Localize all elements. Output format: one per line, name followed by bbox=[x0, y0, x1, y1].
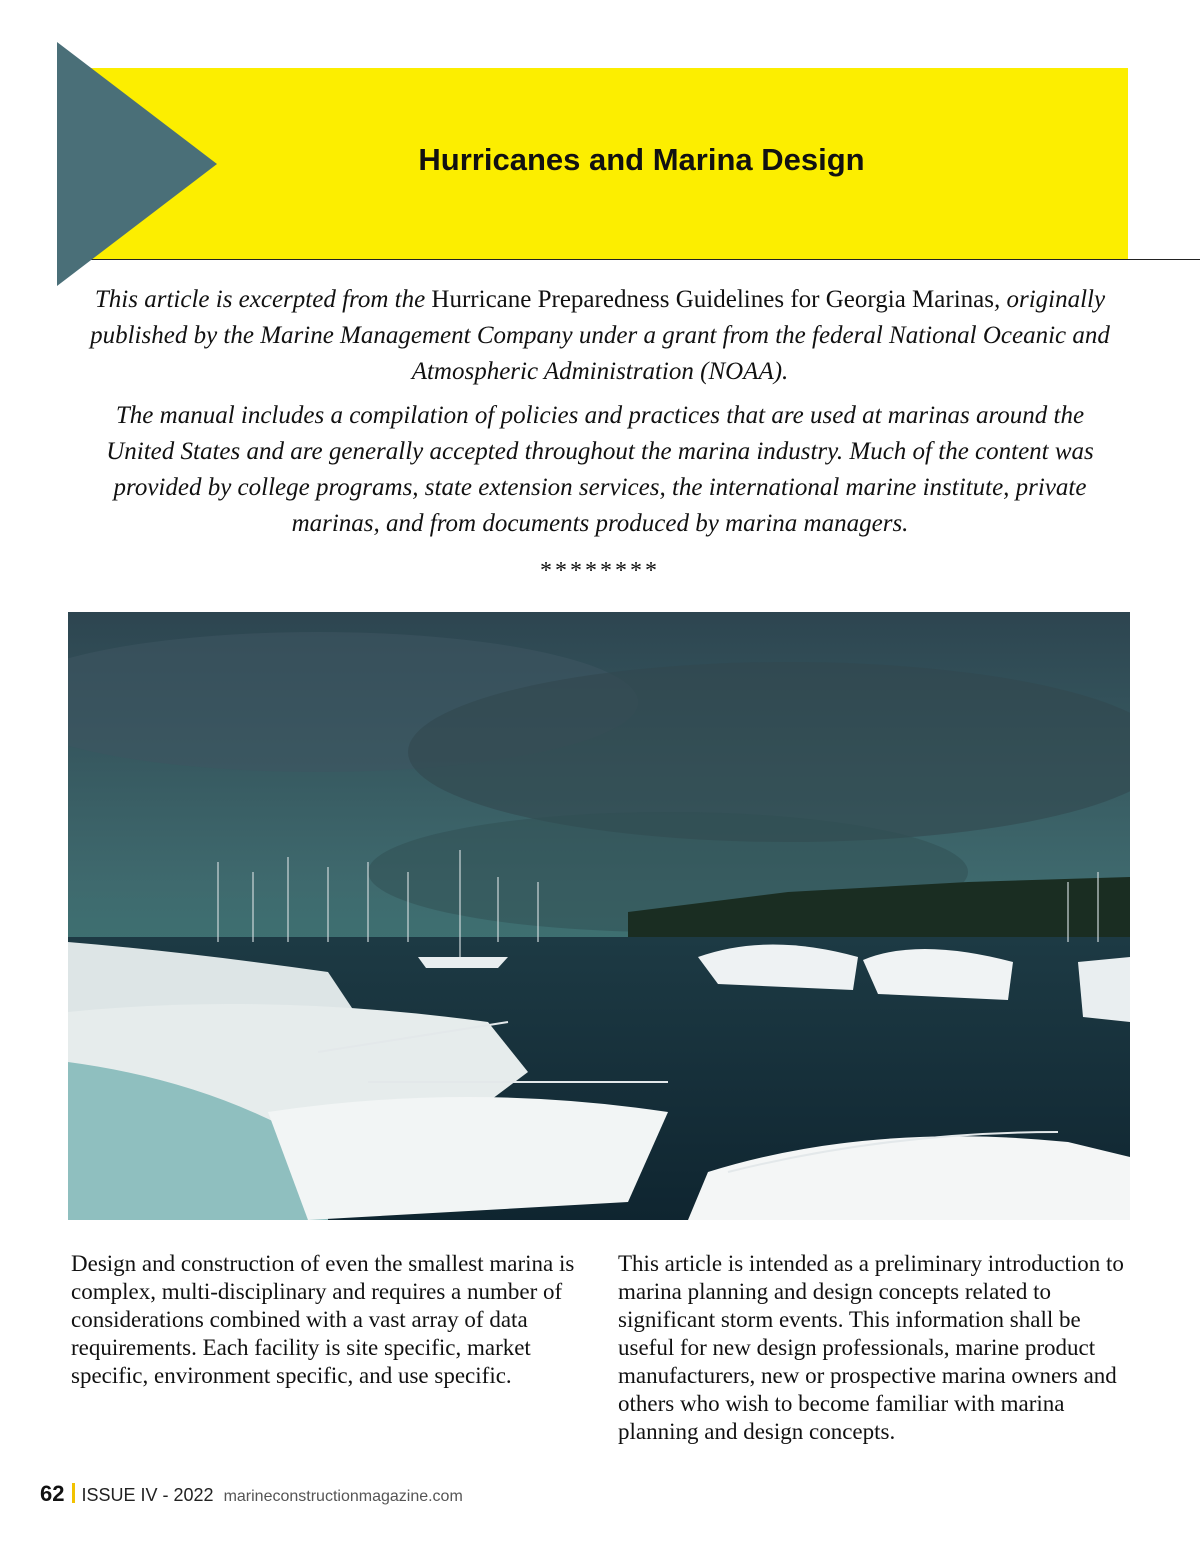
marina-storm-photo bbox=[68, 612, 1130, 1220]
section-separator: ******** bbox=[540, 558, 660, 584]
page-number: 62 bbox=[40, 1481, 65, 1506]
article-title: Hurricanes and Marina Design bbox=[418, 142, 865, 177]
intro-paragraph-1 bbox=[80, 282, 1120, 390]
intro-text-1: This article is excerpted from the bbox=[94, 286, 432, 313]
intro-paragraph-2: The manual includes a compilation of policies and practices that are used at marinas around the United States and are generally accepted throughout the marina industry. Much of the content was provided by college programs, state extension services, the international marine institute, private marinas, and from documents produced by marina managers. bbox=[106, 402, 1094, 537]
body-column-1: Design and construction of even the smallest marina is complex, multi-disciplinary and requires a number of considerations combined with a vast array of data requirements. Each facility is site specific, market specific, environment specific, and use specific. bbox=[71, 1251, 575, 1388]
issue-label: ISSUE IV - 2022 bbox=[81, 1485, 214, 1505]
footer-divider bbox=[72, 1483, 75, 1503]
page-footer bbox=[40, 1481, 463, 1507]
banner-rule bbox=[90, 259, 1200, 260]
body-column-2: This article is intended as a preliminary introduction to marina planning and design concepts related to significant storm events. This information shall be useful for new design professionals, marine product manufacturers, new or prospective marina owners and others who wish to become familiar with marina planning and design concepts. bbox=[618, 1251, 1124, 1444]
website-link[interactable]: marineconstructionmagazine.com bbox=[223, 1488, 463, 1505]
intro-text-2: , originally published by the Marine Management Company under a grant from the federal National Oceanic and Atmospheric Administration (NOAA). bbox=[90, 286, 1110, 385]
publication-name: Hurricane Preparedness Guidelines for Georgia Marinas bbox=[431, 286, 994, 313]
